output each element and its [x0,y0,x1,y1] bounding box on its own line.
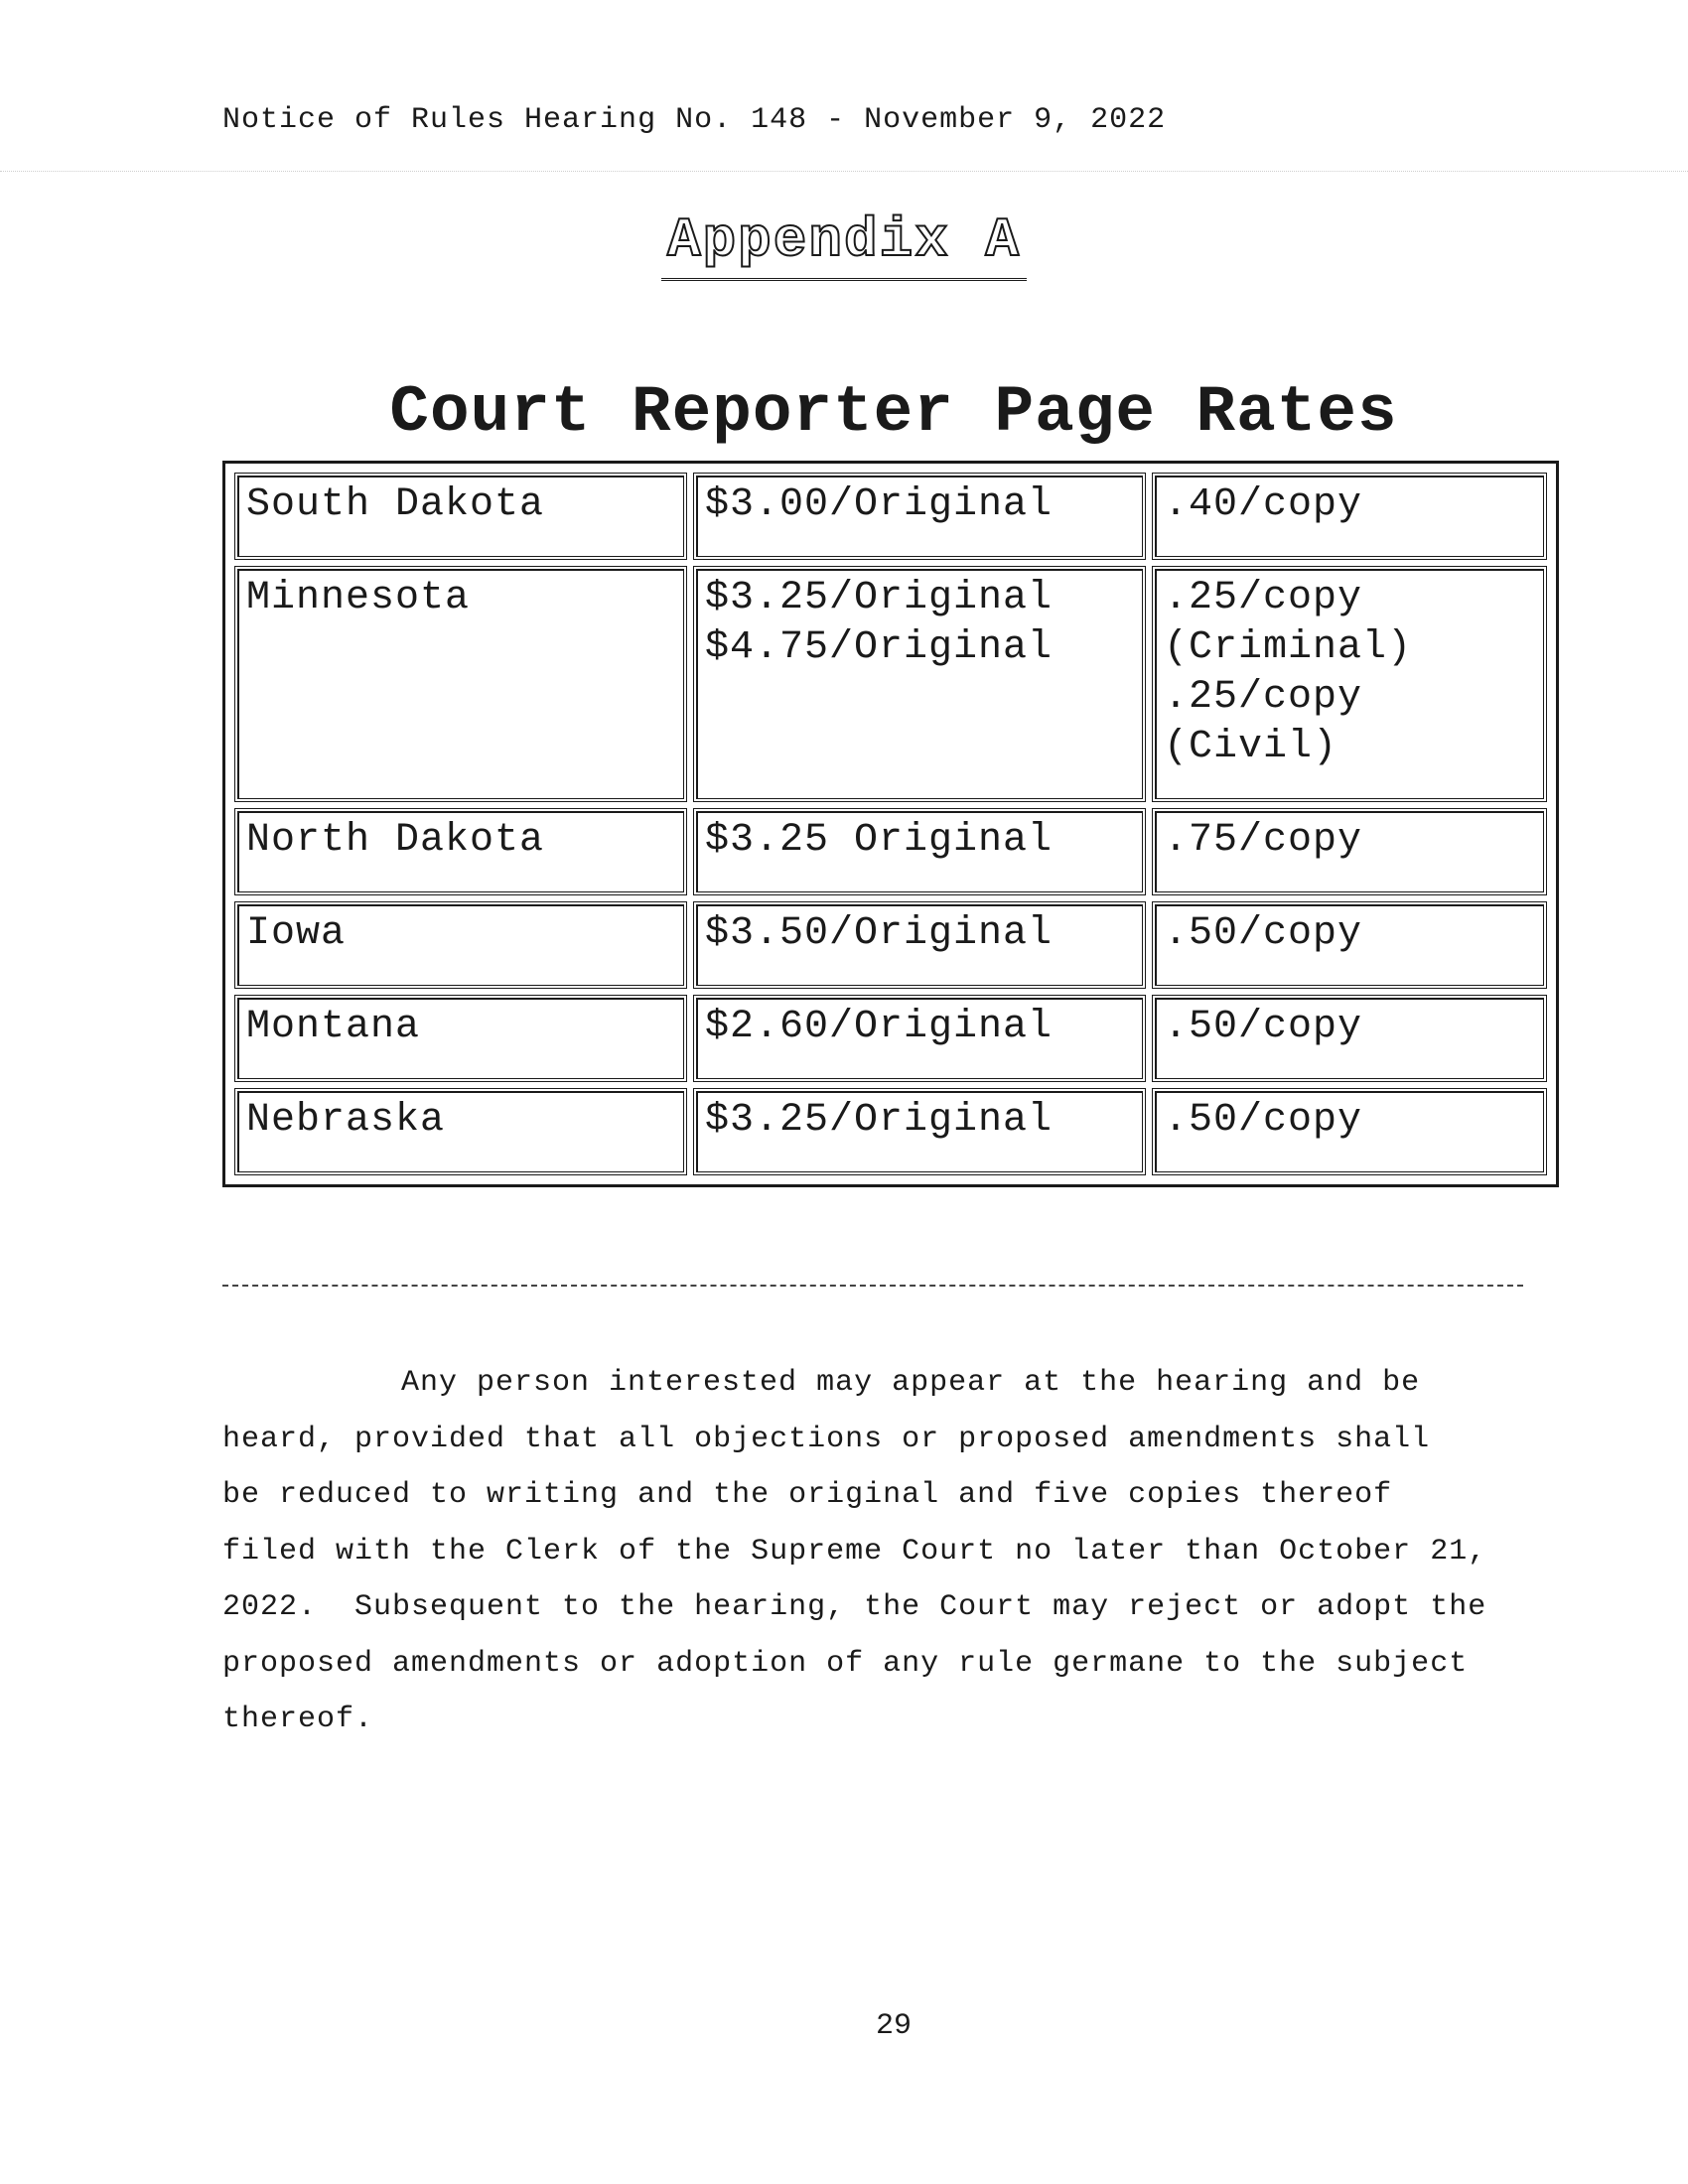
state-cell [234,566,687,802]
table-title: Court Reporter Page Rates [389,375,1398,450]
state-cell [234,473,687,560]
scan-artifact-rule [0,171,1688,172]
state-name: Nebraska [246,1098,446,1143]
page-number: 29 [875,2009,912,2043]
paragraph-line: filed with the Clerk of the Supreme Court no later than October 21, [222,1534,1487,1569]
original-rate: $3.50/Original [705,911,1054,956]
document-header: Notice of Rules Hearing No. 148 - November 9, 2022 [222,103,1167,137]
copy-rate: .75/copy [1164,818,1363,863]
state-cell [234,995,687,1082]
copy-rate-cell [1152,473,1547,560]
paragraph-line: be reduced to writing and the original and five copies thereof [222,1478,1393,1512]
section-divider [222,1285,1523,1287]
state-name: Iowa [246,911,347,956]
copy-rate: .50/copy [1164,1005,1363,1049]
hearing-notice-paragraph [222,1355,1569,1748]
original-rate: $3.25/Original [705,1098,1054,1143]
table-row [234,808,1547,895]
appendix-title: Appendix A [661,208,1027,281]
copy-rate-cell [1152,1088,1547,1175]
rates-table-body [234,473,1547,1175]
table-row [234,901,1547,989]
paragraph-line [222,1355,1569,1412]
original-rate: $2.60/Original [705,1005,1054,1049]
paragraph-line: 2022. Subsequent to the hearing, the Court may reject or adopt the [222,1590,1487,1624]
copy-rate-cell [1152,808,1547,895]
rates-table [222,461,1559,1187]
table-row [234,566,1547,802]
paragraph-line: thereof. [222,1703,374,1736]
state-name: South Dakota [246,482,545,527]
table-row [234,995,1547,1082]
copy-rate-note: (Civil) [1164,725,1338,769]
copy-rate: .50/copy [1164,1098,1363,1143]
state-name: Minnesota [246,576,471,620]
paragraph-line: proposed amendments or adoption of any rule germane to the subject [222,1646,1469,1681]
copy-rate: .50/copy [1164,911,1363,956]
original-rate: $3.25/Original [705,576,1054,620]
state-cell [234,901,687,989]
paragraph-line-text: Any person interested may appear at the hearing and be [401,1366,1421,1400]
state-name: North Dakota [246,818,545,863]
copy-rate-cell [1152,566,1547,802]
copy-rate-cell [1152,995,1547,1082]
appendix-heading [0,208,1688,281]
state-name: Montana [246,1005,421,1049]
original-rate-cell [693,808,1146,895]
original-rate: $3.25 Original [705,818,1054,863]
original-rate: $3.00/Original [705,482,1054,527]
copy-rate: .40/copy [1164,482,1363,527]
copy-rate-cell [1152,901,1547,989]
table-row [234,473,1547,560]
state-cell [234,808,687,895]
table-row [234,1088,1547,1175]
copy-rate: .25/copy [1164,675,1363,720]
copy-rate-note: (Criminal) [1164,625,1413,670]
original-rate-cell [693,1088,1146,1175]
paragraph-line: heard, provided that all objections or proposed amendments shall [222,1422,1431,1456]
copy-rate: .25/copy [1164,576,1363,620]
original-rate-cell [693,901,1146,989]
original-rate-cell [693,566,1146,802]
state-cell [234,1088,687,1175]
original-rate-cell [693,995,1146,1082]
original-rate-cell [693,473,1146,560]
original-rate: $4.75/Original [705,625,1054,670]
